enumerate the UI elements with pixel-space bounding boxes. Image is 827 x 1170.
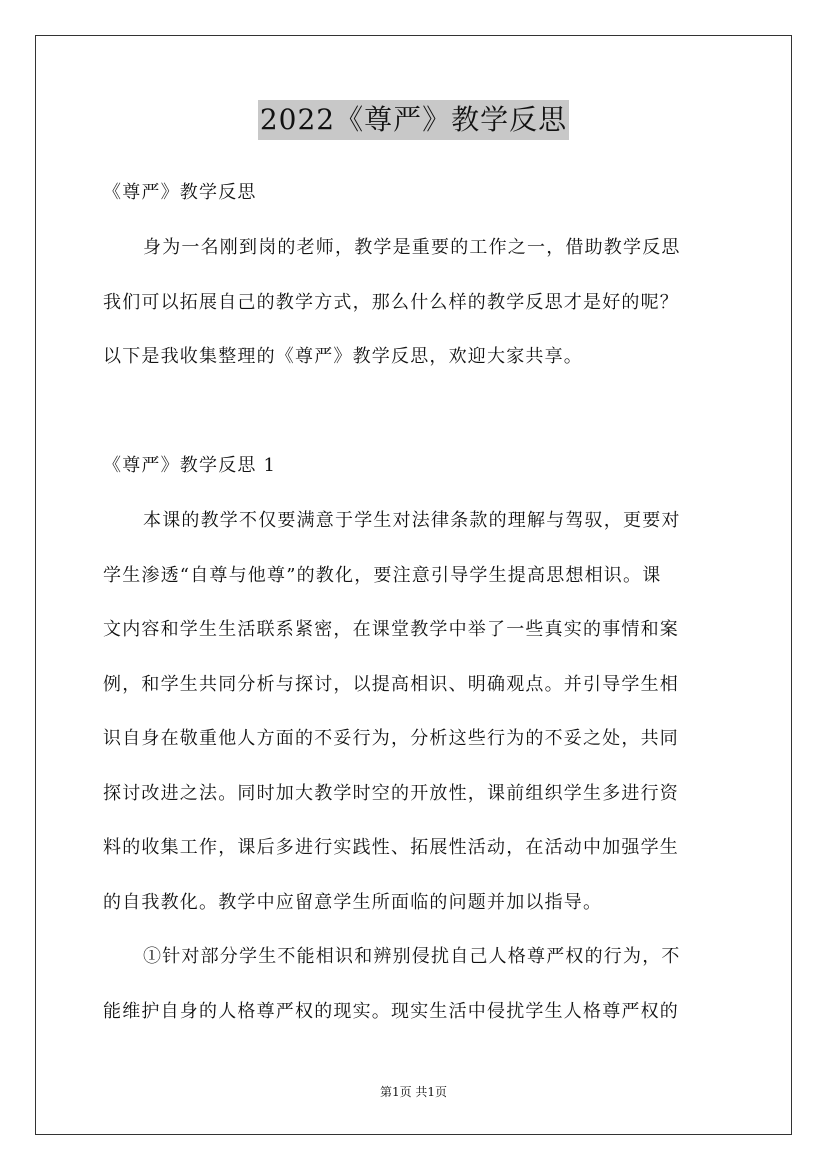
intro-line: 我们可以拓展自己的教学方式，那么什么样的教学反思才是好的呢？ bbox=[103, 292, 679, 313]
body-line: 学生渗透“自尊与他尊”的教化，要注意引导学生提高思想相识。课 bbox=[103, 565, 662, 586]
body-line: 本课的教学不仅要满意于学生对法律条款的理解与驾驭，更要对 bbox=[143, 510, 681, 531]
body-line: 料的收集工作，课后多进行实践性、拓展性活动，在活动中加强学生 bbox=[103, 837, 679, 858]
body-line: 文内容和学生生活联系紧密，在课堂教学中举了一些真实的事情和案 bbox=[103, 619, 679, 640]
page-footer: 第1页 共1页 bbox=[379, 1085, 448, 1099]
section-heading: 《尊严》教学反思 1 bbox=[103, 455, 277, 476]
body-line: 例，和学生共同分析与探讨，以提高相识、明确观点。并引导学生相 bbox=[103, 674, 679, 695]
body-line: 的自我教化。教学中应留意学生所面临的问题并加以指导。 bbox=[103, 892, 603, 913]
body-line: 探讨改进之法。同时加大教学时空的开放性，课前组织学生多进行资 bbox=[103, 783, 679, 804]
point-line: 能维护自身的人格尊严权的现实。现实生活中侵扰学生人格尊严权的 bbox=[103, 1001, 679, 1022]
body-line: 识自身在敬重他人方面的不妥行为，分析这些行为的不妥之处，共同 bbox=[103, 728, 679, 749]
intro-line: 身为一名刚到岗的老师，教学是重要的工作之一，借助教学反思 bbox=[143, 237, 681, 258]
intro-line: 以下是我收集整理的《尊严》教学反思，欢迎大家共享。 bbox=[103, 346, 583, 367]
point-line: ①针对部分学生不能相识和辨别侵扰自己人格尊严权的行为，不 bbox=[143, 946, 681, 967]
subtitle: 《尊严》教学反思 bbox=[103, 182, 257, 203]
document-title: 2022《尊严》教学反思 bbox=[258, 100, 569, 140]
